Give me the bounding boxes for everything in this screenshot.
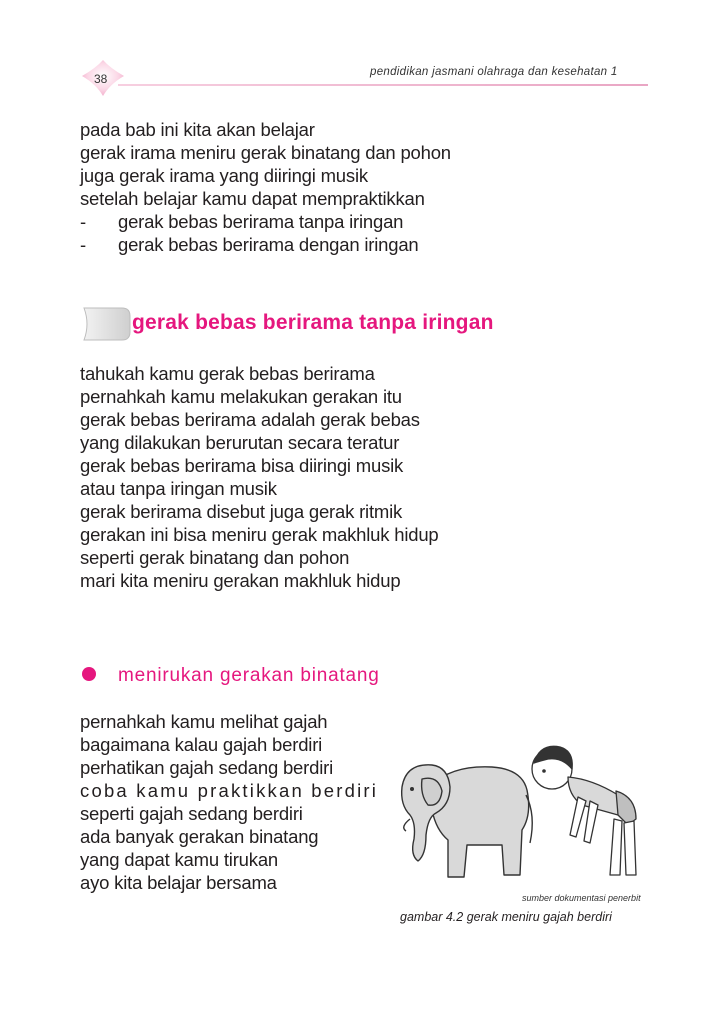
section-title: gerak bebas berirama tanpa iringan	[132, 311, 494, 334]
text-line: yang dapat kamu tirukan	[80, 849, 278, 870]
text-line: gerak bebas berirama adalah gerak bebas	[80, 409, 420, 430]
text-line: pada bab ini kita akan belajar	[80, 119, 315, 140]
figure-caption: gambar 4.2 gerak meniru gajah berdiri	[400, 910, 612, 924]
page-header	[0, 0, 728, 110]
elephant-illustration	[402, 765, 533, 877]
page-number: 38	[94, 72, 108, 86]
elephant-and-child-illustration	[392, 735, 652, 885]
text-line: mari kita meniru gerakan makhluk hidup	[80, 570, 401, 591]
bullet-item	[80, 233, 451, 256]
book-title: pendidikan jasmani olahraga dan kesehatan 1	[370, 66, 618, 78]
header-divider	[118, 84, 648, 86]
text-line: seperti gajah sedang berdiri	[80, 803, 303, 824]
text-line: pernahkah kamu melihat gajah	[80, 711, 328, 732]
text-line: pernahkah kamu melakukan gerakan itu	[80, 386, 402, 407]
child-illustration	[532, 746, 636, 875]
text-line: ada banyak gerakan binatang	[80, 826, 319, 847]
text-line: coba kamu praktikkan berdiri	[80, 780, 379, 801]
text-line: ayo kita belajar bersama	[80, 872, 277, 893]
bullet-text: gerak bebas berirama dengan iringan	[118, 234, 419, 255]
section-tab-icon	[80, 304, 136, 344]
section-paragraph	[80, 362, 439, 592]
text-line: seperti gerak binatang dan pohon	[80, 547, 350, 568]
bullet-item	[80, 210, 451, 233]
bullet-dot-icon	[82, 667, 96, 681]
text-line: tahukah kamu gerak bebas berirama	[80, 363, 375, 384]
subsection-paragraph	[80, 710, 378, 894]
text-line: gerak bebas berirama bisa diiringi musik	[80, 455, 404, 476]
text-line: juga gerak irama yang diiringi musik	[80, 165, 368, 186]
text-line: bagaimana kalau gajah berdiri	[80, 734, 323, 755]
subsection-heading	[82, 665, 380, 691]
bullet-text: gerak bebas berirama tanpa iringan	[118, 211, 404, 232]
text-line: atau tanpa iringan musik	[80, 478, 277, 499]
section-heading	[80, 304, 600, 344]
text-line: perhatikan gajah sedang berdiri	[80, 757, 333, 778]
intro-paragraph	[80, 118, 451, 256]
text-line: setelah belajar kamu dapat mempraktikkan	[80, 188, 425, 209]
subsection-title: menirukan gerakan binatang	[118, 665, 380, 686]
figure-source: sumber dokumentasi penerbit	[522, 893, 641, 903]
bullet-marker: -	[80, 211, 86, 232]
text-line: gerak irama meniru gerak binatang dan pohon	[80, 142, 451, 163]
text-line: yang dilakukan berurutan secara teratur	[80, 432, 400, 453]
text-line: gerakan ini bisa meniru gerak makhluk hidup	[80, 524, 439, 545]
text-line: gerak berirama disebut juga gerak ritmik	[80, 501, 403, 522]
bullet-marker: -	[80, 234, 86, 255]
